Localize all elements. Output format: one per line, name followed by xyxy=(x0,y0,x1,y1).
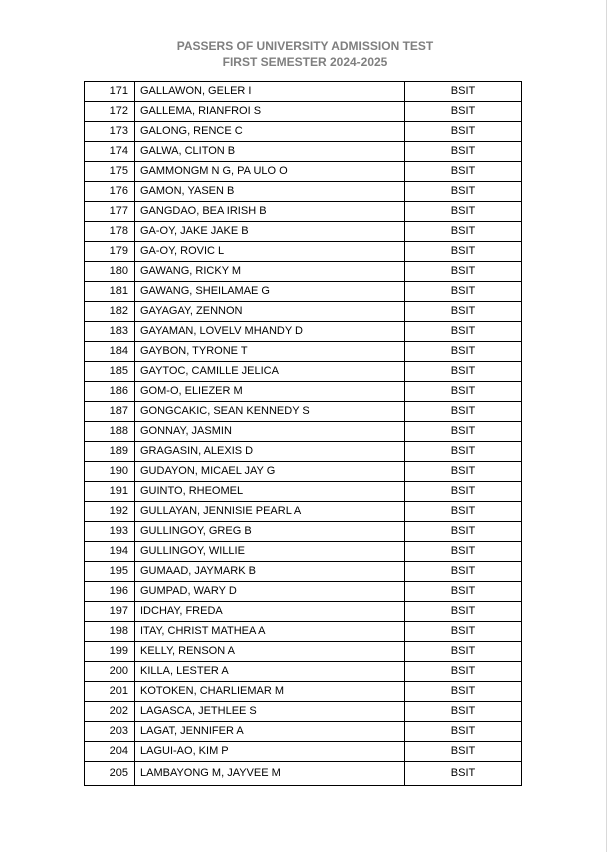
student-name: GUMPAD, WARY D xyxy=(135,582,405,602)
course-code: BSIT xyxy=(405,702,522,722)
table-row xyxy=(85,642,522,662)
row-number: 185 xyxy=(85,362,135,382)
student-name: GULLINGOY, WILLIE xyxy=(135,542,405,562)
row-number: 179 xyxy=(85,242,135,262)
row-number: 200 xyxy=(85,662,135,682)
row-number: 195 xyxy=(85,562,135,582)
student-name: ITAY, CHRIST MATHEA A xyxy=(135,622,405,642)
table-row xyxy=(85,762,522,786)
row-number: 203 xyxy=(85,722,135,742)
course-code: BSIT xyxy=(405,582,522,602)
passers-table-body xyxy=(85,82,522,786)
student-name: KELLY, RENSON A xyxy=(135,642,405,662)
course-code: BSIT xyxy=(405,622,522,642)
row-number: 205 xyxy=(85,762,135,786)
table-row xyxy=(85,722,522,742)
course-code: BSIT xyxy=(405,322,522,342)
course-code: BSIT xyxy=(405,522,522,542)
table-row xyxy=(85,82,522,102)
course-code: BSIT xyxy=(405,222,522,242)
student-name: GAWANG, SHEILAMAE G xyxy=(135,282,405,302)
student-name: GAYAMAN, LOVELV MHANDY D xyxy=(135,322,405,342)
row-number: 181 xyxy=(85,282,135,302)
row-number: 193 xyxy=(85,522,135,542)
row-number: 202 xyxy=(85,702,135,722)
student-name: GAMMONGM N G, PA ULO O xyxy=(135,162,405,182)
table-row xyxy=(85,382,522,402)
course-code: BSIT xyxy=(405,542,522,562)
table-row xyxy=(85,222,522,242)
student-name: GULLAYAN, JENNISIE PEARL A xyxy=(135,502,405,522)
table-row xyxy=(85,362,522,382)
table-row xyxy=(85,442,522,462)
row-number: 177 xyxy=(85,202,135,222)
table-row xyxy=(85,662,522,682)
row-number: 197 xyxy=(85,602,135,622)
student-name: KOTOKEN, CHARLIEMAR M xyxy=(135,682,405,702)
student-name: GUMAAD, JAYMARK B xyxy=(135,562,405,582)
row-number: 187 xyxy=(85,402,135,422)
document-header xyxy=(0,38,610,70)
table-row xyxy=(85,342,522,362)
course-code: BSIT xyxy=(405,262,522,282)
table-row xyxy=(85,462,522,482)
document-subtitle: FIRST SEMESTER 2024-2025 xyxy=(222,55,388,69)
table-row xyxy=(85,142,522,162)
course-code: BSIT xyxy=(405,282,522,302)
course-code: BSIT xyxy=(405,722,522,742)
table-row xyxy=(85,582,522,602)
row-number: 201 xyxy=(85,682,135,702)
course-code: BSIT xyxy=(405,82,522,102)
student-name: GUDAYON, MICAEL JAY G xyxy=(135,462,405,482)
row-number: 188 xyxy=(85,422,135,442)
table-row xyxy=(85,122,522,142)
table-row xyxy=(85,622,522,642)
student-name: GAYAGAY, ZENNON xyxy=(135,302,405,322)
student-name: LAGUI-AO, KIM P xyxy=(135,742,405,762)
table-row xyxy=(85,422,522,442)
passers-table xyxy=(84,81,522,786)
course-code: BSIT xyxy=(405,182,522,202)
table-row xyxy=(85,602,522,622)
row-number: 198 xyxy=(85,622,135,642)
student-name: GAYTOC, CAMILLE JELICA xyxy=(135,362,405,382)
student-name: GULLINGOY, GREG B xyxy=(135,522,405,542)
row-number: 189 xyxy=(85,442,135,462)
course-code: BSIT xyxy=(405,402,522,422)
student-name: GALLEMA, RIANFROI S xyxy=(135,102,405,122)
row-number: 176 xyxy=(85,182,135,202)
row-number: 196 xyxy=(85,582,135,602)
row-number: 180 xyxy=(85,262,135,282)
course-code: BSIT xyxy=(405,762,522,786)
row-number: 199 xyxy=(85,642,135,662)
student-name: GONNAY, JASMIN xyxy=(135,422,405,442)
row-number: 174 xyxy=(85,142,135,162)
student-name: GAYBON, TYRONE T xyxy=(135,342,405,362)
row-number: 191 xyxy=(85,482,135,502)
table-row xyxy=(85,202,522,222)
row-number: 192 xyxy=(85,502,135,522)
row-number: 173 xyxy=(85,122,135,142)
table-row xyxy=(85,262,522,282)
table-row xyxy=(85,702,522,722)
table-row xyxy=(85,162,522,182)
course-code: BSIT xyxy=(405,502,522,522)
row-number: 175 xyxy=(85,162,135,182)
course-code: BSIT xyxy=(405,382,522,402)
table-row xyxy=(85,682,522,702)
student-name: GOM-O, ELIEZER M xyxy=(135,382,405,402)
table-row xyxy=(85,402,522,422)
course-code: BSIT xyxy=(405,442,522,462)
student-name: KILLA, LESTER A xyxy=(135,662,405,682)
course-code: BSIT xyxy=(405,122,522,142)
course-code: BSIT xyxy=(405,602,522,622)
student-name: IDCHAY, FREDA xyxy=(135,602,405,622)
student-name: LAGAT, JENNIFER A xyxy=(135,722,405,742)
course-code: BSIT xyxy=(405,482,522,502)
row-number: 172 xyxy=(85,102,135,122)
course-code: BSIT xyxy=(405,742,522,762)
student-name: GALLAWON, GELER I xyxy=(135,82,405,102)
course-code: BSIT xyxy=(405,662,522,682)
row-number: 182 xyxy=(85,302,135,322)
course-code: BSIT xyxy=(405,142,522,162)
course-code: BSIT xyxy=(405,202,522,222)
table-row xyxy=(85,502,522,522)
student-name: GALWA, CLITON B xyxy=(135,142,405,162)
table-row xyxy=(85,322,522,342)
course-code: BSIT xyxy=(405,102,522,122)
row-number: 194 xyxy=(85,542,135,562)
table-row xyxy=(85,742,522,762)
table-row xyxy=(85,482,522,502)
course-code: BSIT xyxy=(405,242,522,262)
row-number: 183 xyxy=(85,322,135,342)
course-code: BSIT xyxy=(405,302,522,322)
table-row xyxy=(85,562,522,582)
table-row xyxy=(85,302,522,322)
student-name: GALONG, RENCE C xyxy=(135,122,405,142)
student-name: GRAGASIN, ALEXIS D xyxy=(135,442,405,462)
row-number: 190 xyxy=(85,462,135,482)
student-name: GUINTO, RHEOMEL xyxy=(135,482,405,502)
table-row xyxy=(85,182,522,202)
course-code: BSIT xyxy=(405,162,522,182)
course-code: BSIT xyxy=(405,562,522,582)
student-name: GONGCAKIC, SEAN KENNEDY S xyxy=(135,402,405,422)
student-name: GA-OY, ROVIC L xyxy=(135,242,405,262)
document-title: PASSERS OF UNIVERSITY ADMISSION TEST xyxy=(176,39,434,53)
student-name: GANGDAO, BEA IRISH B xyxy=(135,202,405,222)
table-row xyxy=(85,242,522,262)
row-number: 184 xyxy=(85,342,135,362)
course-code: BSIT xyxy=(405,682,522,702)
row-number: 171 xyxy=(85,82,135,102)
student-name: GAMON, YASEN B xyxy=(135,182,405,202)
course-code: BSIT xyxy=(405,362,522,382)
table-row xyxy=(85,282,522,302)
row-number: 204 xyxy=(85,742,135,762)
course-code: BSIT xyxy=(405,462,522,482)
course-code: BSIT xyxy=(405,342,522,362)
row-number: 178 xyxy=(85,222,135,242)
row-number: 186 xyxy=(85,382,135,402)
student-name: GAWANG, RICKY M xyxy=(135,262,405,282)
course-code: BSIT xyxy=(405,422,522,442)
table-row xyxy=(85,102,522,122)
student-name: LAMBAYONG M, JAYVEE M xyxy=(135,762,405,786)
student-name: GA-OY, JAKE JAKE B xyxy=(135,222,405,242)
course-code: BSIT xyxy=(405,642,522,662)
table-row xyxy=(85,522,522,542)
student-name: LAGASCA, JETHLEE S xyxy=(135,702,405,722)
table-row xyxy=(85,542,522,562)
